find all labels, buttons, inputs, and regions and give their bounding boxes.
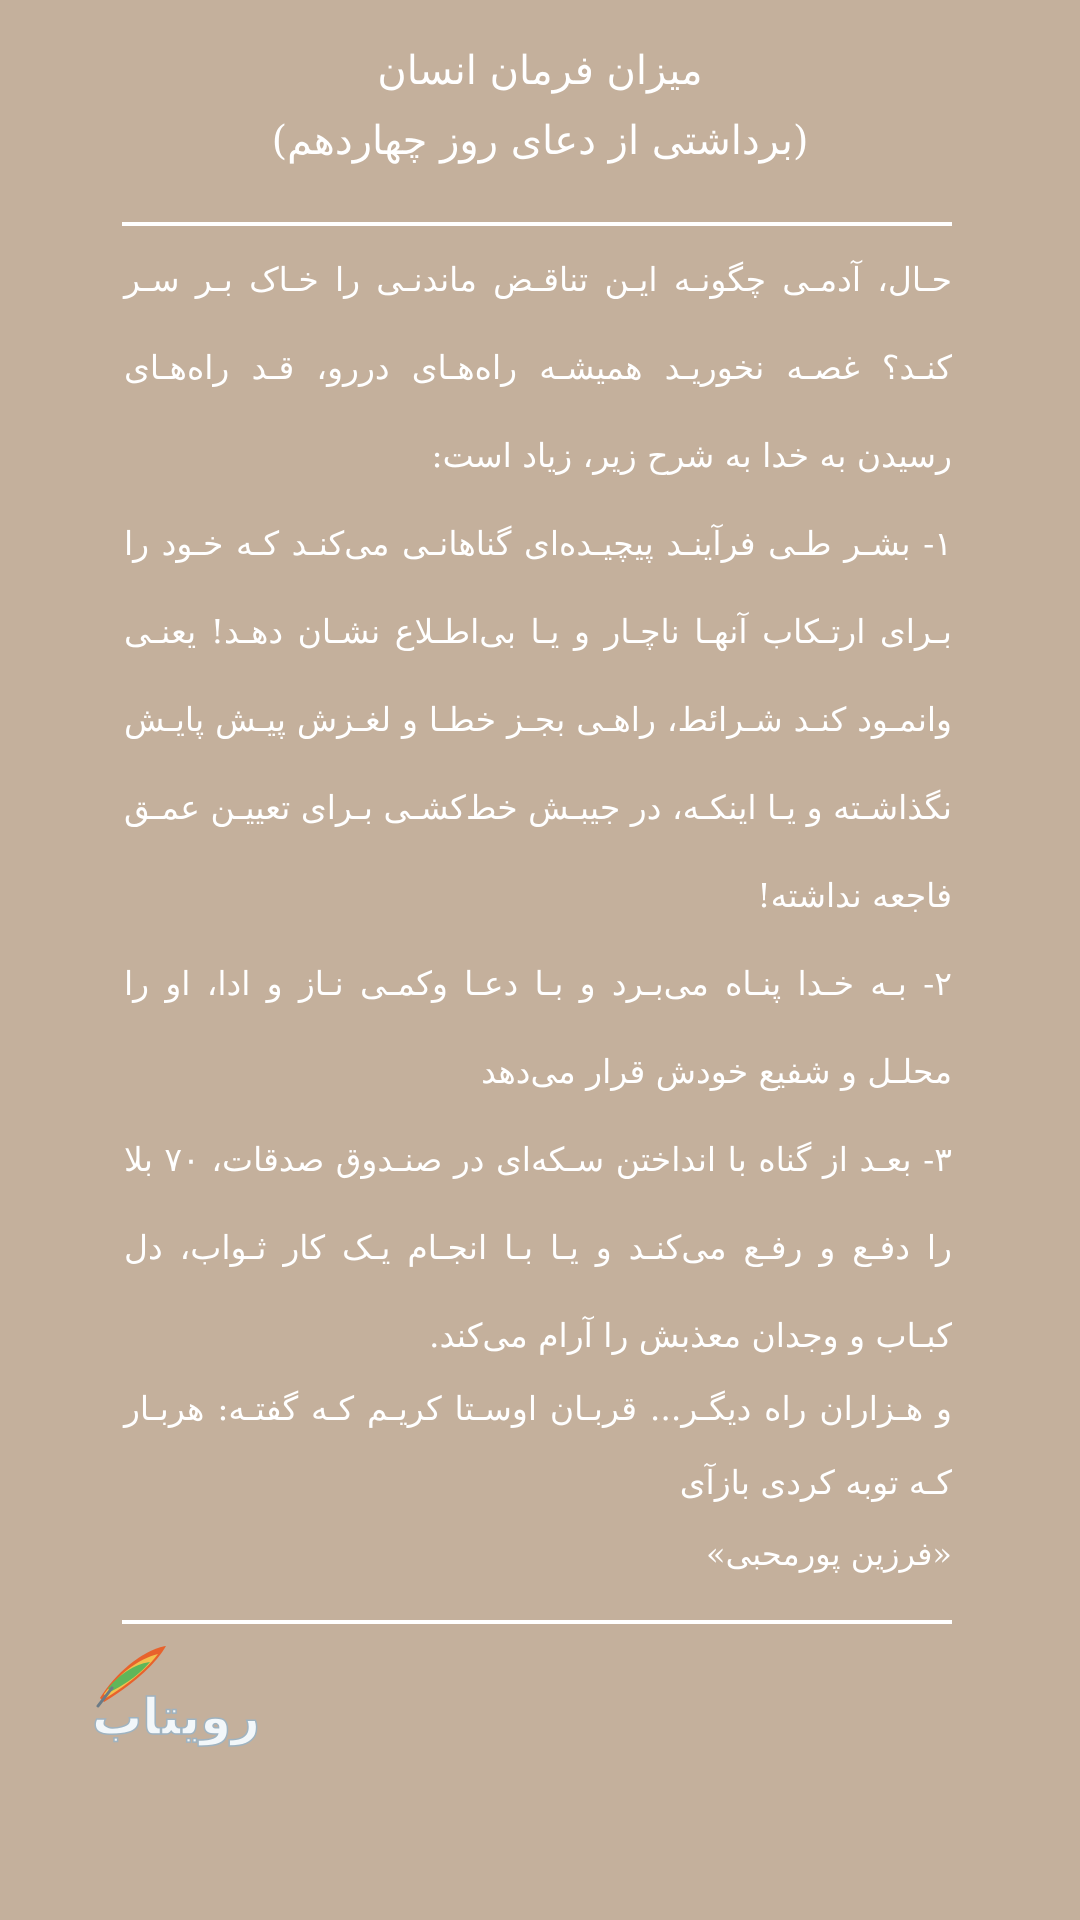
roytab-logo (80, 1636, 260, 1756)
top-divider (122, 222, 952, 226)
paragraph-point-3: ۳- بعـد از گناه با انداختن سـکه‌ای در صنـدوق صدقات، ۷۰ بلا را دفـع و رفـع می‌کنـد و یـا بـا انجـام یـک کار ثـواب، دل کبـاب و وجدان معذبش را آرام می‌کند. (124, 1140, 952, 1355)
article-body (124, 236, 952, 1380)
page-title: میزان فرمان انسان (377, 48, 703, 94)
closing-text (124, 1372, 952, 1520)
author-signature: «فرزین پورمحبی» (705, 1535, 952, 1573)
bottom-divider (122, 1620, 952, 1624)
paragraph-point-1: ۱- بشـر طـی فرآینـد پیچیـده‌ای گناهانـی می‌کنـد کـه خـود را بـرای ارتـکاب آنهـا ناچـار و یـا بی‌اطـلاع نشـان دهـد! یعنـی وانمـود کنـد شـرائط، راهـی بجـز خطـا و لغـزش پیـش پایـش نگذاشـته و یـا اینکـه، در جیبـش خط‌کشـی بـرای تعییـن عمـق فاجعه نداشته! (124, 524, 952, 915)
paragraph-intro: حـال، آدمـی چگونـه ایـن تناقـض ماندنـی را خـاک بـر سـر کنـد؟ غصـه نخوریـد همیشـه راه‌هـای دررو، قـد راه‌هـای رسیدن به خدا به شرح زیر، زیاد است: (124, 260, 952, 475)
logo-wordmark: رویتاب (91, 1688, 260, 1746)
paragraph-point-2: ۲- بـه خـدا پنـاه می‌بـرد و بـا دعـا وکمـی نـاز و ادا، او را محلـل و شفیع خودش قرار می‌دهد (124, 964, 952, 1091)
page-subtitle: (برداشتی از دعای روز چهاردهم) (271, 118, 809, 164)
paragraph-closing: و هـزاران راه دیگـر... قربـان اوسـتا کریـم کـه گفتـه: هربـار کـه توبه کردی بازآی (124, 1389, 952, 1502)
header (0, 38, 1080, 174)
